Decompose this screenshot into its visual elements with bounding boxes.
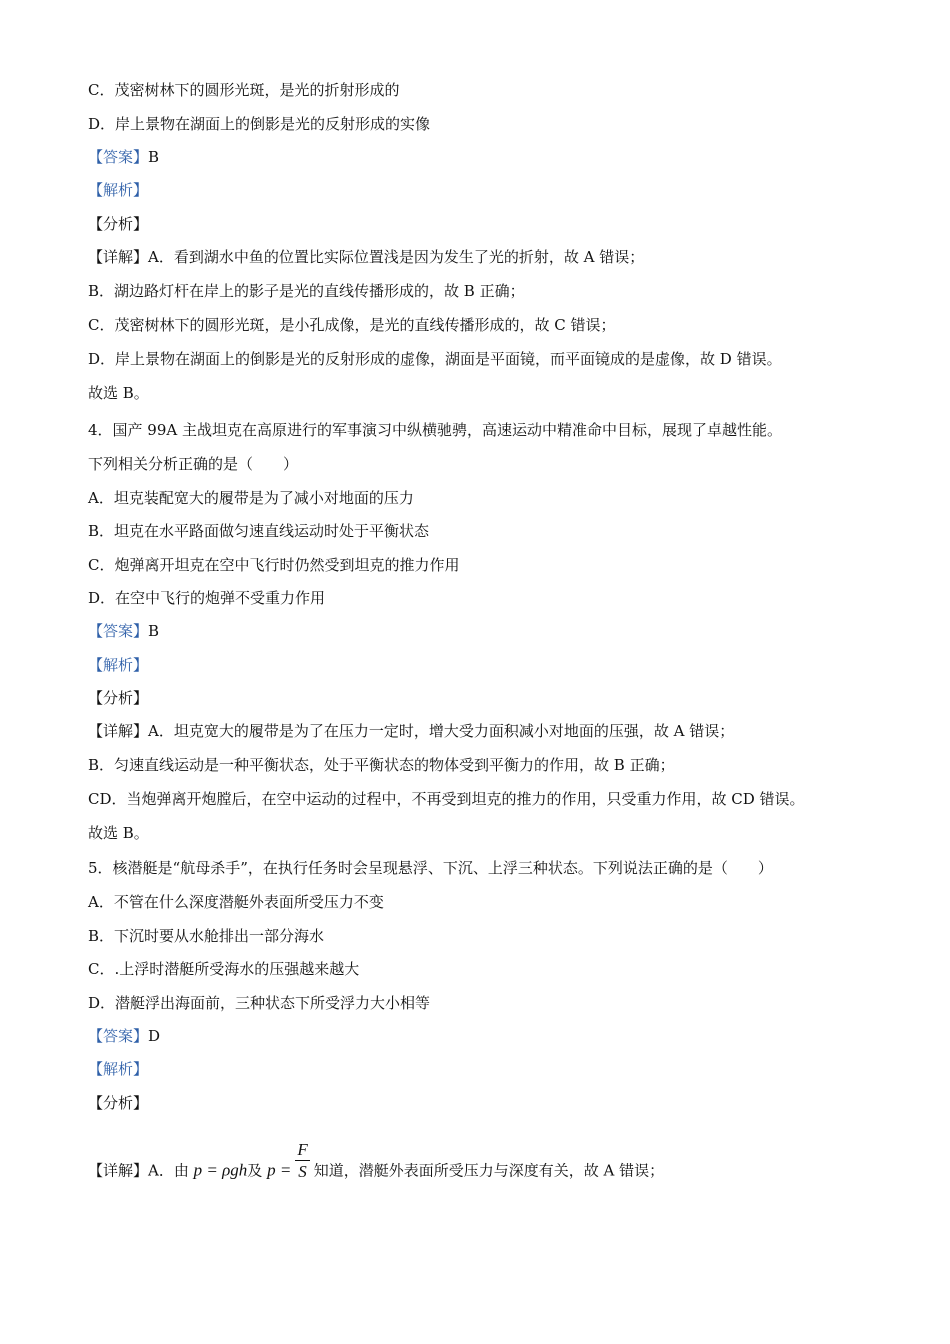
q5-analysis-tag: 【解析】 [88, 1060, 149, 1078]
q3-detail-a [88, 247, 644, 267]
answer-tag: 【答案】 [88, 148, 149, 166]
q4-detail-a [88, 721, 734, 741]
q4-answer [88, 621, 159, 641]
detail-text: A．坦克宽大的履带是为了在压力一定时，增大受力面积减小对地面的压强，故 A 错误； [148, 722, 735, 740]
answer-value: D [148, 1027, 161, 1045]
q4-analysis-tag: 【解析】 [88, 656, 149, 674]
q4-stem-line1: 4．国产 99A 主战坦克在高原进行的军事演习中纵横驰骋，高速运动中精准命中目标，展现了卓越性能。 [88, 421, 783, 439]
q4-stem-line2: 下列相关分析正确的是（ ） [88, 455, 299, 473]
q5-option-a: A．不管在什么深度潜艇外表面所受压力不变 [88, 893, 384, 911]
formula-pressure-liquid: p = ρgh [193, 1160, 248, 1180]
detail-prefix: A．由 [148, 1161, 189, 1180]
q5-answer [88, 1026, 160, 1046]
q5-detail-a [88, 1140, 665, 1193]
q5-stem: 5．核潜艇是“航母杀手”，在执行任务时会呈现悬浮、下沉、上浮三种状态。下列说法正确的是（ ） [88, 859, 773, 877]
answer-tag: 【答案】 [88, 622, 149, 640]
q5-option-d: D．潜艇浮出海面前，三种状态下所受浮力大小相等 [88, 994, 431, 1012]
q5-option-b: B．下沉时要从水舱排出一部分海水 [88, 927, 325, 945]
q3-option-d: D．岸上景物在湖面上的倒影是光的反射形成的实像 [88, 115, 431, 133]
q4-option-d: D．在空中飞行的炮弹不受重力作用 [88, 589, 326, 607]
q3-analysis-tag: 【解析】 [88, 181, 149, 199]
answer-value: B [148, 148, 160, 166]
answer-value: B [148, 622, 160, 640]
answer-tag: 【答案】 [88, 1027, 149, 1045]
detail-tag: 【详解】 [88, 1161, 149, 1180]
q4-choose: 故选 B。 [88, 824, 149, 842]
q3-detail-c: C．茂密树林下的圆形光斑，是小孔成像，是光的直线传播形成的，故 C 错误； [88, 316, 616, 334]
detail-text: A．看到湖水中鱼的位置比实际位置浅是因为发生了光的折射，故 A 错误； [148, 248, 645, 266]
detail-suffix: 知道，潜艇外表面所受压力与深度有关，故 A 错误； [313, 1161, 665, 1180]
q3-fenxi-tag: 【分析】 [88, 215, 149, 233]
fraction-denominator: S [298, 1162, 307, 1181]
q4-detail-cd: CD．当炮弹离开炮膛后，在空中运动的过程中，不再受到坦克的推力的作用，只受重力作用，故 CD 错误。 [88, 790, 805, 808]
q4-option-c: C．炮弹离开坦克在空中飞行时仍然受到坦克的推力作用 [88, 556, 460, 574]
formula-fraction [295, 1140, 309, 1183]
q4-detail-b: B．匀速直线运动是一种平衡状态，处于平衡状态的物体受到平衡力的作用，故 B 正确； [88, 756, 675, 774]
q3-answer [88, 147, 159, 167]
formula-pressure-lhs: p = [267, 1160, 292, 1180]
q3-choose: 故选 B。 [88, 384, 149, 402]
q5-fenxi-tag: 【分析】 [88, 1094, 149, 1112]
q3-detail-b: B．湖边路灯杆在岸上的影子是光的直线传播形成的，故 B 正确； [88, 282, 525, 300]
q4-fenxi-tag: 【分析】 [88, 689, 149, 707]
q5-option-c: C．.上浮时潜艇所受海水的压强越来越大 [88, 960, 360, 978]
connector: 及 [247, 1161, 263, 1180]
detail-tag: 【详解】 [88, 722, 149, 740]
q3-option-c: C．茂密树林下的圆形光斑，是光的折射形成的 [88, 81, 400, 99]
q3-detail-d: D．岸上景物在湖面上的倒影是光的反射形成的虚像，湖面是平面镜，而平面镜成的是虚像，故 D 错误。 [88, 350, 782, 368]
q4-option-b: B．坦克在水平路面做匀速直线运动时处于平衡状态 [88, 522, 430, 540]
detail-tag: 【详解】 [88, 248, 149, 266]
fraction-numerator: F [297, 1140, 308, 1159]
q4-option-a: A．坦克装配宽大的履带是为了减小对地面的压力 [88, 489, 414, 507]
